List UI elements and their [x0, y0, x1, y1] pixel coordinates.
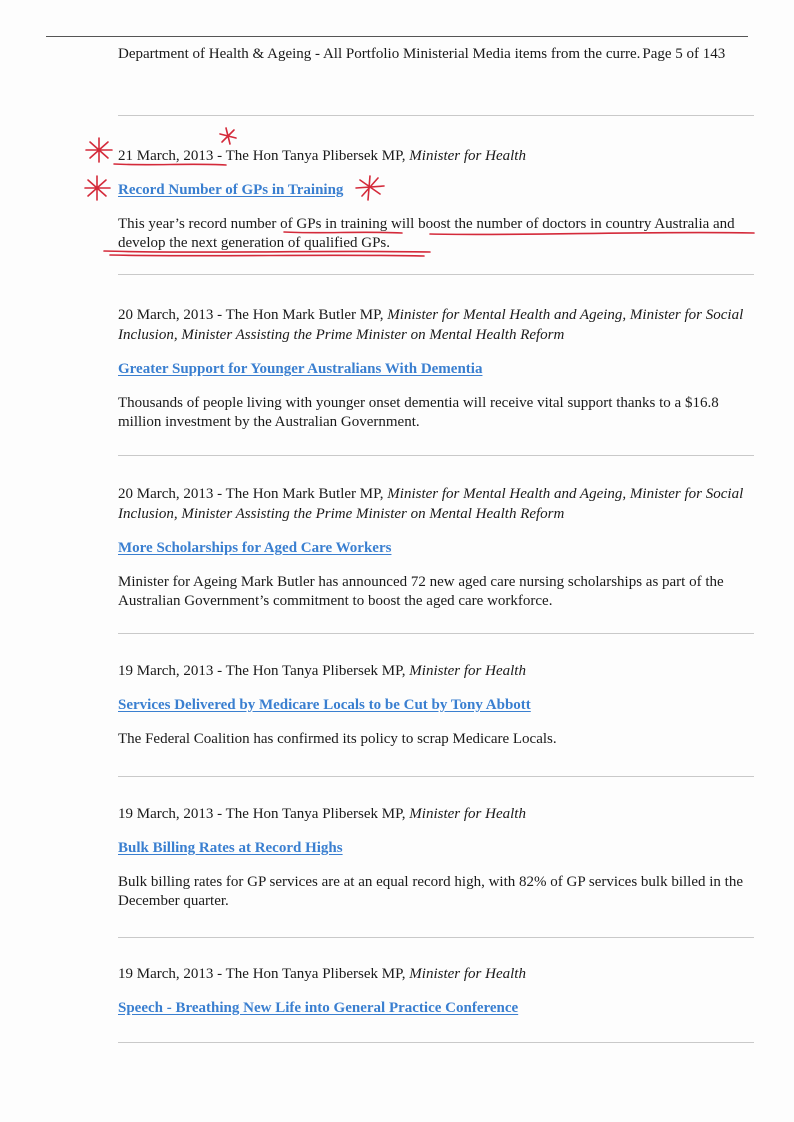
- star-mark-date: [86, 138, 112, 162]
- item-summary: Minister for Ageing Mark Butler has announced 72 new aged care nursing scholarships as part of the Australian Government’s commitment to boost the aged care workforce.: [118, 574, 724, 609]
- item-title-link[interactable]: Speech - Breathing New Life into General Practice Conference: [118, 1000, 519, 1016]
- item-minister: - The Hon Mark Butler MP,: [213, 307, 388, 323]
- item-minister: - The Hon Mark Butler MP,: [213, 486, 388, 502]
- item-minister: - The Hon Tanya Plibersek MP,: [213, 806, 410, 822]
- item-role: Minister for Health: [409, 663, 526, 679]
- item-role: Minister for Mental Health and Ageing, Minister for Social Inclusion, Minister Assisting the Prime Minister on Mental Health Reform: [118, 307, 744, 343]
- item-summary: Thousands of people living with younger onset dementia will receive vital support thanks to a $16.8 million investment by the Australian Government.: [118, 395, 719, 430]
- item-title-link[interactable]: More Scholarships for Aged Care Workers: [118, 540, 392, 556]
- item-title-link[interactable]: Services Delivered by Medicare Locals to be Cut by Tony Abbott: [118, 697, 531, 713]
- item-date: 21 March, 2013: [118, 148, 214, 164]
- item-role: Minister for Health: [409, 806, 526, 822]
- item-role: Minister for Mental Health and Ageing, Minister for Social Inclusion, Minister Assisting the Prime Minister on Mental Health Reform: [118, 486, 744, 522]
- item-date: 19 March, 2013: [118, 966, 214, 982]
- item-minister: - The Hon Tanya Plibersek MP,: [213, 966, 410, 982]
- item-date: 20 March, 2013: [118, 486, 214, 502]
- item-role: Minister for Health: [409, 148, 526, 164]
- underline-gps-in-training: [284, 232, 402, 233]
- star-mark-title-right: [356, 176, 384, 200]
- item-date: 19 March, 2013: [118, 806, 214, 822]
- item-summary: The Federal Coalition has confirmed its policy to scrap Medicare Locals.: [118, 731, 557, 747]
- underline-boost-doctors: [430, 233, 754, 235]
- item-title-link[interactable]: Greater Support for Younger Australians With Dementia: [118, 361, 483, 377]
- item-minister: - The Hon Tanya Plibersek MP,: [213, 663, 410, 679]
- underline-next-generation-2: [110, 255, 424, 256]
- item-date: 19 March, 2013: [118, 663, 214, 679]
- header-text: Department of Health & Ageing - All Portfolio Ministerial Media items from the curre.: [118, 46, 641, 62]
- item-date: 20 March, 2013: [118, 307, 214, 323]
- underline-next-generation: [104, 251, 430, 252]
- underline-date: [114, 164, 226, 165]
- item-role: Minister for Health: [409, 966, 526, 982]
- item-minister: - The Hon Tanya Plibersek MP,: [213, 148, 410, 164]
- item-summary: Bulk billing rates for GP services are at an equal record high, with 82% of GP services bulk billed in the December quarter.: [118, 874, 743, 909]
- star-mark-title-left: [85, 176, 110, 200]
- page-number: Page 5 of 143: [642, 46, 726, 62]
- star-mark-dash: [220, 128, 236, 144]
- item-title-link[interactable]: Record Number of GPs in Training: [118, 182, 344, 198]
- item-summary: This year’s record number of GPs in training will boost the number of doctors in country Australia and develop the next generation of qualified GPs.: [118, 216, 735, 251]
- item-title-link[interactable]: Bulk Billing Rates at Record Highs: [118, 840, 343, 856]
